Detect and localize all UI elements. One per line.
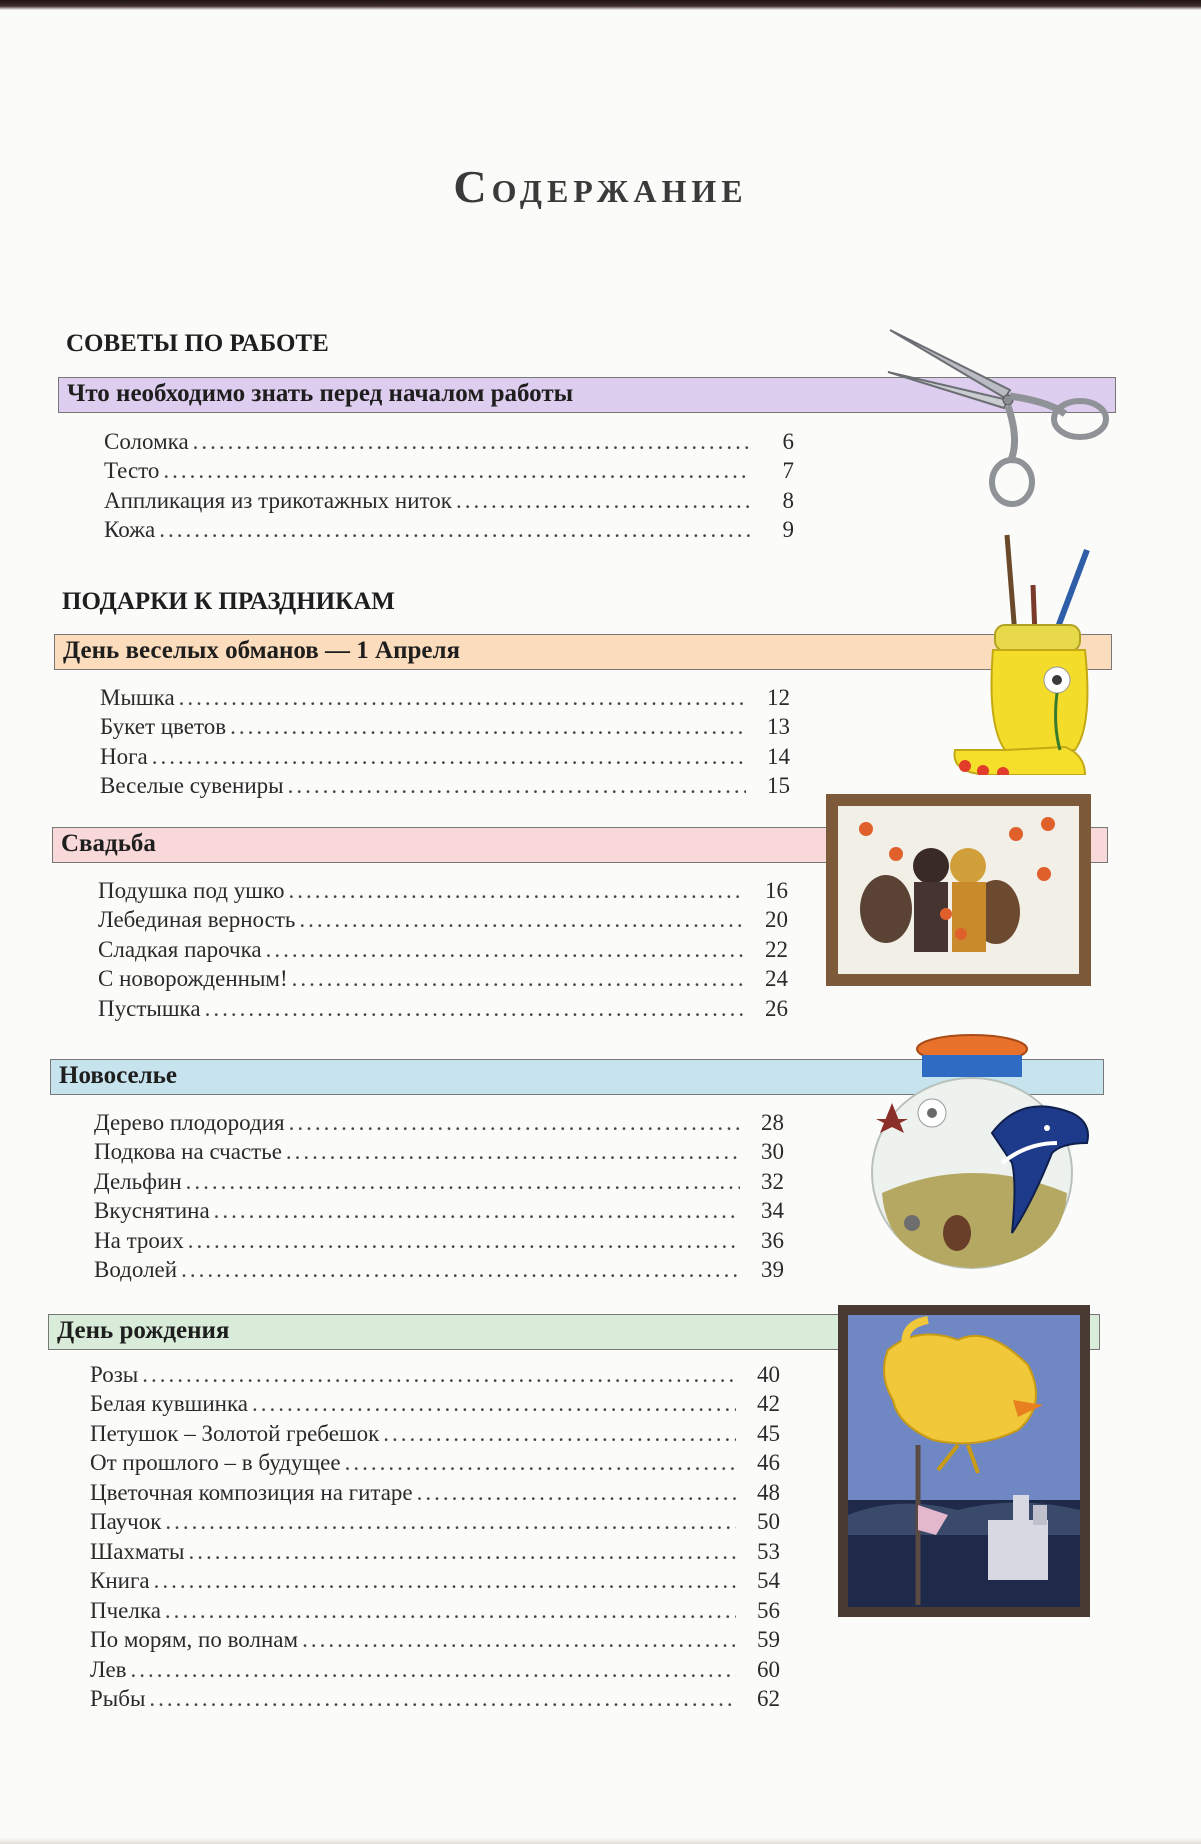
toc-entry[interactable]: Лев ..... 60 — [90, 1653, 780, 1683]
toc-entry[interactable]: Букет цветов ..... 13 — [100, 711, 790, 741]
toc-entry[interactable]: Пустышка ..... 26 — [98, 992, 788, 1022]
wedding-picture-image — [826, 794, 1091, 986]
toc-entry[interactable]: Подушка под ушко ..... 16 — [98, 874, 788, 904]
section-heading-housewarming: Новоселье — [50, 1059, 1104, 1095]
toc-entry[interactable]: Веселые сувениры ..... 15 — [100, 770, 790, 800]
toc-entry[interactable]: По морям, по волнам ..... 59 — [90, 1624, 780, 1654]
pencil-holder-image — [935, 525, 1110, 775]
toc-entry[interactable]: Лебединая верность ..... 20 — [98, 904, 788, 934]
toc-entry[interactable]: Книга ..... 54 — [90, 1565, 780, 1595]
toc-entry[interactable]: Белая кувшинка ..... 42 — [90, 1388, 780, 1418]
dolphin-jar-image — [862, 1033, 1102, 1273]
toc-entry[interactable]: На троих ..... 36 — [94, 1224, 784, 1254]
part-title-tips: СОВЕТЫ ПО РАБОТЕ — [66, 330, 329, 357]
section-heading-wedding: Свадьба — [52, 827, 1108, 863]
toc-entry[interactable]: Розы ..... 40 — [90, 1358, 780, 1388]
toc-entry[interactable]: Дерево плодородия ..... 28 — [94, 1106, 784, 1136]
page-title: Содержание — [453, 161, 748, 212]
page-top-edge — [0, 0, 1201, 10]
toc-entry[interactable]: Сладкая парочка ..... 22 — [98, 933, 788, 963]
scissors-icon — [880, 322, 1120, 512]
toc-entry[interactable]: Аппликация из трикотажных ниток ..... 8 — [104, 484, 794, 514]
toc-entry[interactable]: Кожа ..... 9 — [104, 514, 794, 544]
rooster-picture-image — [838, 1305, 1090, 1617]
toc-entry[interactable]: Нога ..... 14 — [100, 740, 790, 770]
section-entries-housewarming — [94, 1106, 784, 1283]
toc-entry[interactable]: С новорожденным! ..... 24 — [98, 963, 788, 993]
toc-entry[interactable]: Петушок – Золотой гребешок ..... 45 — [90, 1417, 780, 1447]
toc-entry[interactable]: Тесто ..... 7 — [104, 455, 794, 485]
section-entries-april-fools — [100, 681, 790, 799]
section-entries-birthday — [90, 1358, 780, 1712]
toc-entry[interactable]: Паучок ..... 50 — [90, 1506, 780, 1536]
toc-entry[interactable]: От прошлого – в будущее ..... 46 — [90, 1447, 780, 1477]
toc-entry[interactable]: Шахматы ..... 53 — [90, 1535, 780, 1565]
toc-entry[interactable]: Пчелка ..... 56 — [90, 1594, 780, 1624]
toc-entry[interactable]: Мышка ..... 12 — [100, 681, 790, 711]
toc-entry[interactable]: Подкова на счастье ..... 30 — [94, 1136, 784, 1166]
section-heading-basics: Что необходимо знать перед началом работы — [58, 377, 1116, 413]
page-bottom-edge — [0, 1838, 1201, 1844]
toc-entry[interactable]: Вкуснятина ..... 34 — [94, 1195, 784, 1225]
section-entries-basics — [104, 425, 794, 543]
toc-entry[interactable]: Дельфин ..... 32 — [94, 1165, 784, 1195]
toc-entry[interactable]: Рыбы ..... 62 — [90, 1683, 780, 1713]
section-heading-birthday: День рождения — [48, 1314, 1100, 1350]
part-title-gifts: ПОДАРКИ К ПРАЗДНИКАМ — [62, 588, 395, 615]
toc-entry[interactable]: Водолей ..... 39 — [94, 1254, 784, 1284]
toc-entry[interactable]: Цветочная композиция на гитаре ..... 48 — [90, 1476, 780, 1506]
section-entries-wedding — [98, 874, 788, 1022]
toc-entry[interactable]: Соломка ..... 6 — [104, 425, 794, 455]
section-heading-april-fools: День веселых обманов — 1 Апреля — [54, 634, 1112, 670]
